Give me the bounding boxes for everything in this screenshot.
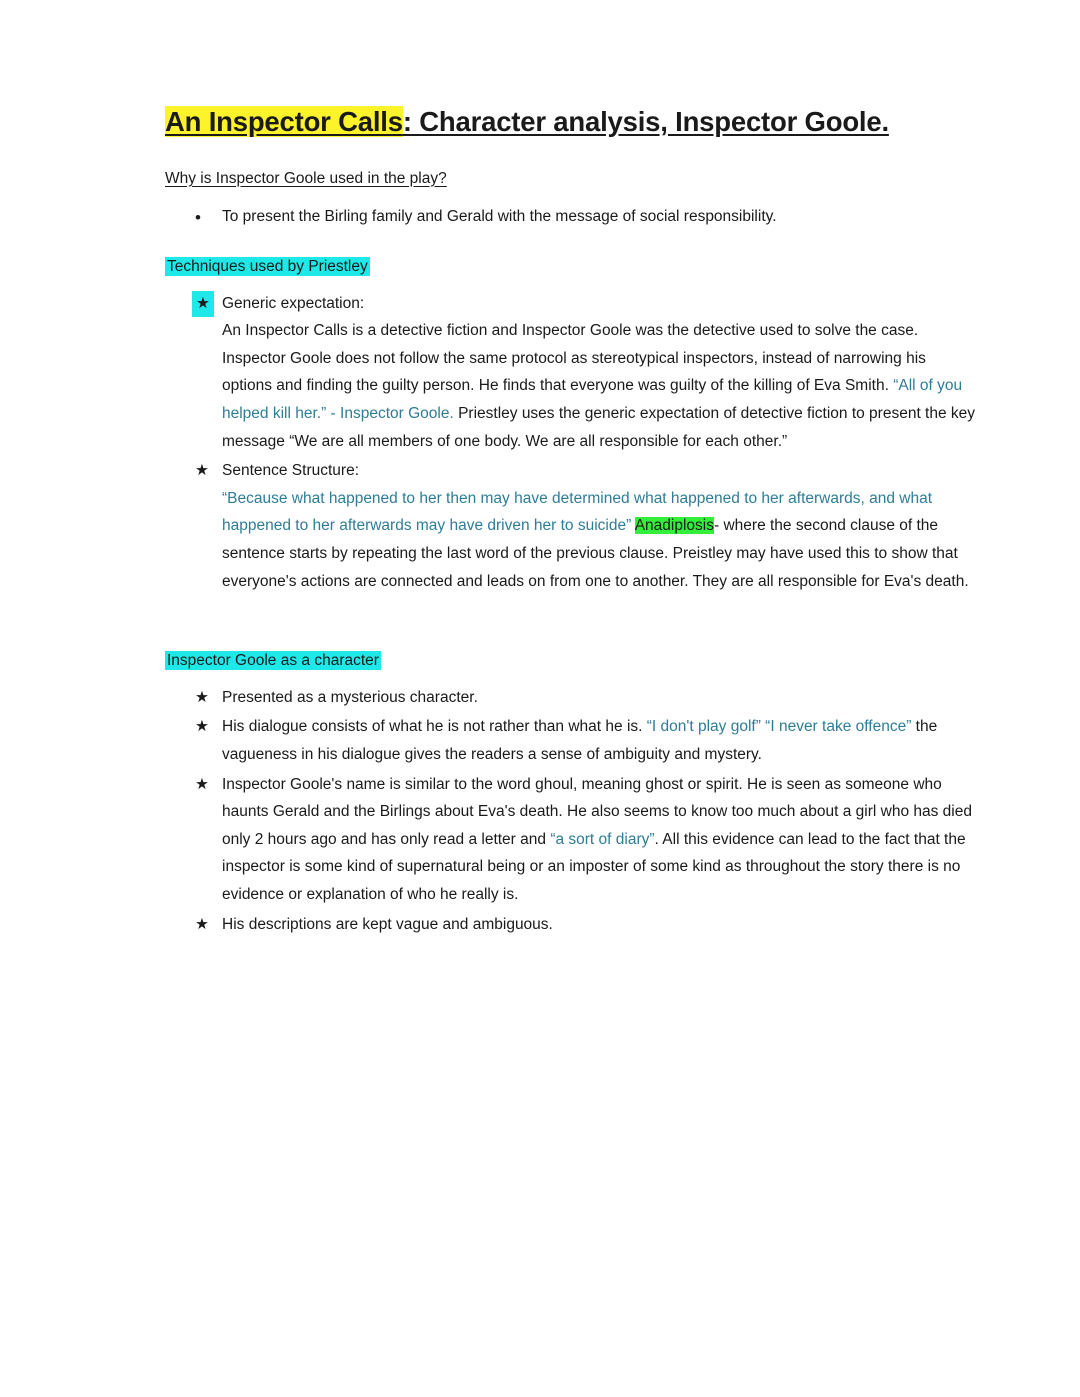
list-item-body <box>222 322 975 449</box>
list-item-label: Generic expectation: <box>222 294 365 312</box>
body-text-2: the vagueness in his dialogue gives the readers a sense of ambiguity and mystery. <box>222 718 938 764</box>
body-text-2: Priestley uses the generic expectation of detective fiction to present the key message “We are all members of one body. We are all responsible for each other.” <box>222 405 976 450</box>
intro-bullet-list <box>165 203 980 231</box>
body-text-1: His dialogue consists of what he is not rather than what he is. <box>222 718 647 736</box>
subheading: Why is Inspector Goole used in the play? <box>165 169 447 187</box>
list-item <box>165 457 980 595</box>
section-heading-text: Inspector Goole as a character <box>167 652 379 670</box>
section-heading-text: Techniques used by Priestley <box>167 257 368 275</box>
bullet-star-icon: ★ <box>195 915 209 933</box>
quote-text-1: “Because what happened to her then may have determined what happened to her afterwards, and what happened to her afterwards may have driven her to suicide” <box>222 489 933 535</box>
body-text-2: Preistley may have used this to show that everyone's actions are connected and leads on from one to another. They are all responsible for Eva's death. <box>222 544 969 590</box>
page-title <box>165 100 980 145</box>
body-text-2: . All this evidence can lead to the fact that the inspector is some kind of supernatural being or an imposter of some kind as throughout the story there is no evidence or explanation of who he really is. <box>222 830 966 903</box>
list-item <box>165 771 980 909</box>
list-item <box>165 713 980 768</box>
section-heading <box>165 649 381 674</box>
techniques-list <box>165 290 980 595</box>
bullet-star-icon: ★ <box>195 462 209 480</box>
list-item <box>165 203 980 231</box>
quote-text-1: “I don't play golf” “I never take offence” <box>646 718 912 736</box>
quote-text-1: “All of you helped kill her.” - Inspector Goole. <box>222 377 963 423</box>
list-item-label: Sentence Structure: <box>222 462 359 480</box>
list-item-text: Presented as a mysterious character. <box>222 688 478 706</box>
body-text-1: Inspector Goole's name is similar to the word ghoul, meaning ghost or spirit. He is seen as someone who haunts Gerald and the Birlings about Eva's death. He also seems to know too much about a girl who has died only 2 hours ago and has only read a letter and <box>222 775 972 848</box>
quote-text-1: “a sort of diary” <box>550 830 655 848</box>
term-highlight: Anadiplosis <box>634 517 714 535</box>
bullet-star-icon: ★ <box>192 291 214 317</box>
list-item <box>165 290 980 455</box>
list-item <box>165 911 980 939</box>
title-highlight: An Inspector Calls <box>165 106 403 137</box>
list-item <box>165 684 980 712</box>
list-item-text <box>222 713 980 768</box>
bullet-star-icon: ★ <box>195 775 209 793</box>
section-character <box>165 627 980 938</box>
bullet-dot-icon: • <box>195 208 201 228</box>
definition-text: - where the second clause of the sentence starts by repeating the last word of the previous clause. <box>222 517 939 562</box>
character-list <box>165 684 980 938</box>
bullet-star-icon: ★ <box>195 718 209 736</box>
list-item-text <box>222 771 980 909</box>
title-rest: : Character analysis, Inspector Goole. <box>402 106 889 137</box>
list-item-text: His descriptions are kept vague and ambiguous. <box>222 915 553 933</box>
section-heading <box>165 255 370 280</box>
section-spacer <box>165 597 980 627</box>
body-text-1: An Inspector Calls is a detective fiction and Inspector Goole was the detective used to solve the case. Inspector Goole does not follow the same protocol as stereotypical inspectors, instead of narrowing his options and finding the guilty person. He finds that everyone was guilty of the killing of Eva Smith. <box>222 322 926 395</box>
bullet-star-icon: ★ <box>195 688 209 706</box>
list-item-text: To present the Birling family and Gerald with the message of social responsibility. <box>222 208 777 226</box>
section-techniques <box>165 233 980 595</box>
